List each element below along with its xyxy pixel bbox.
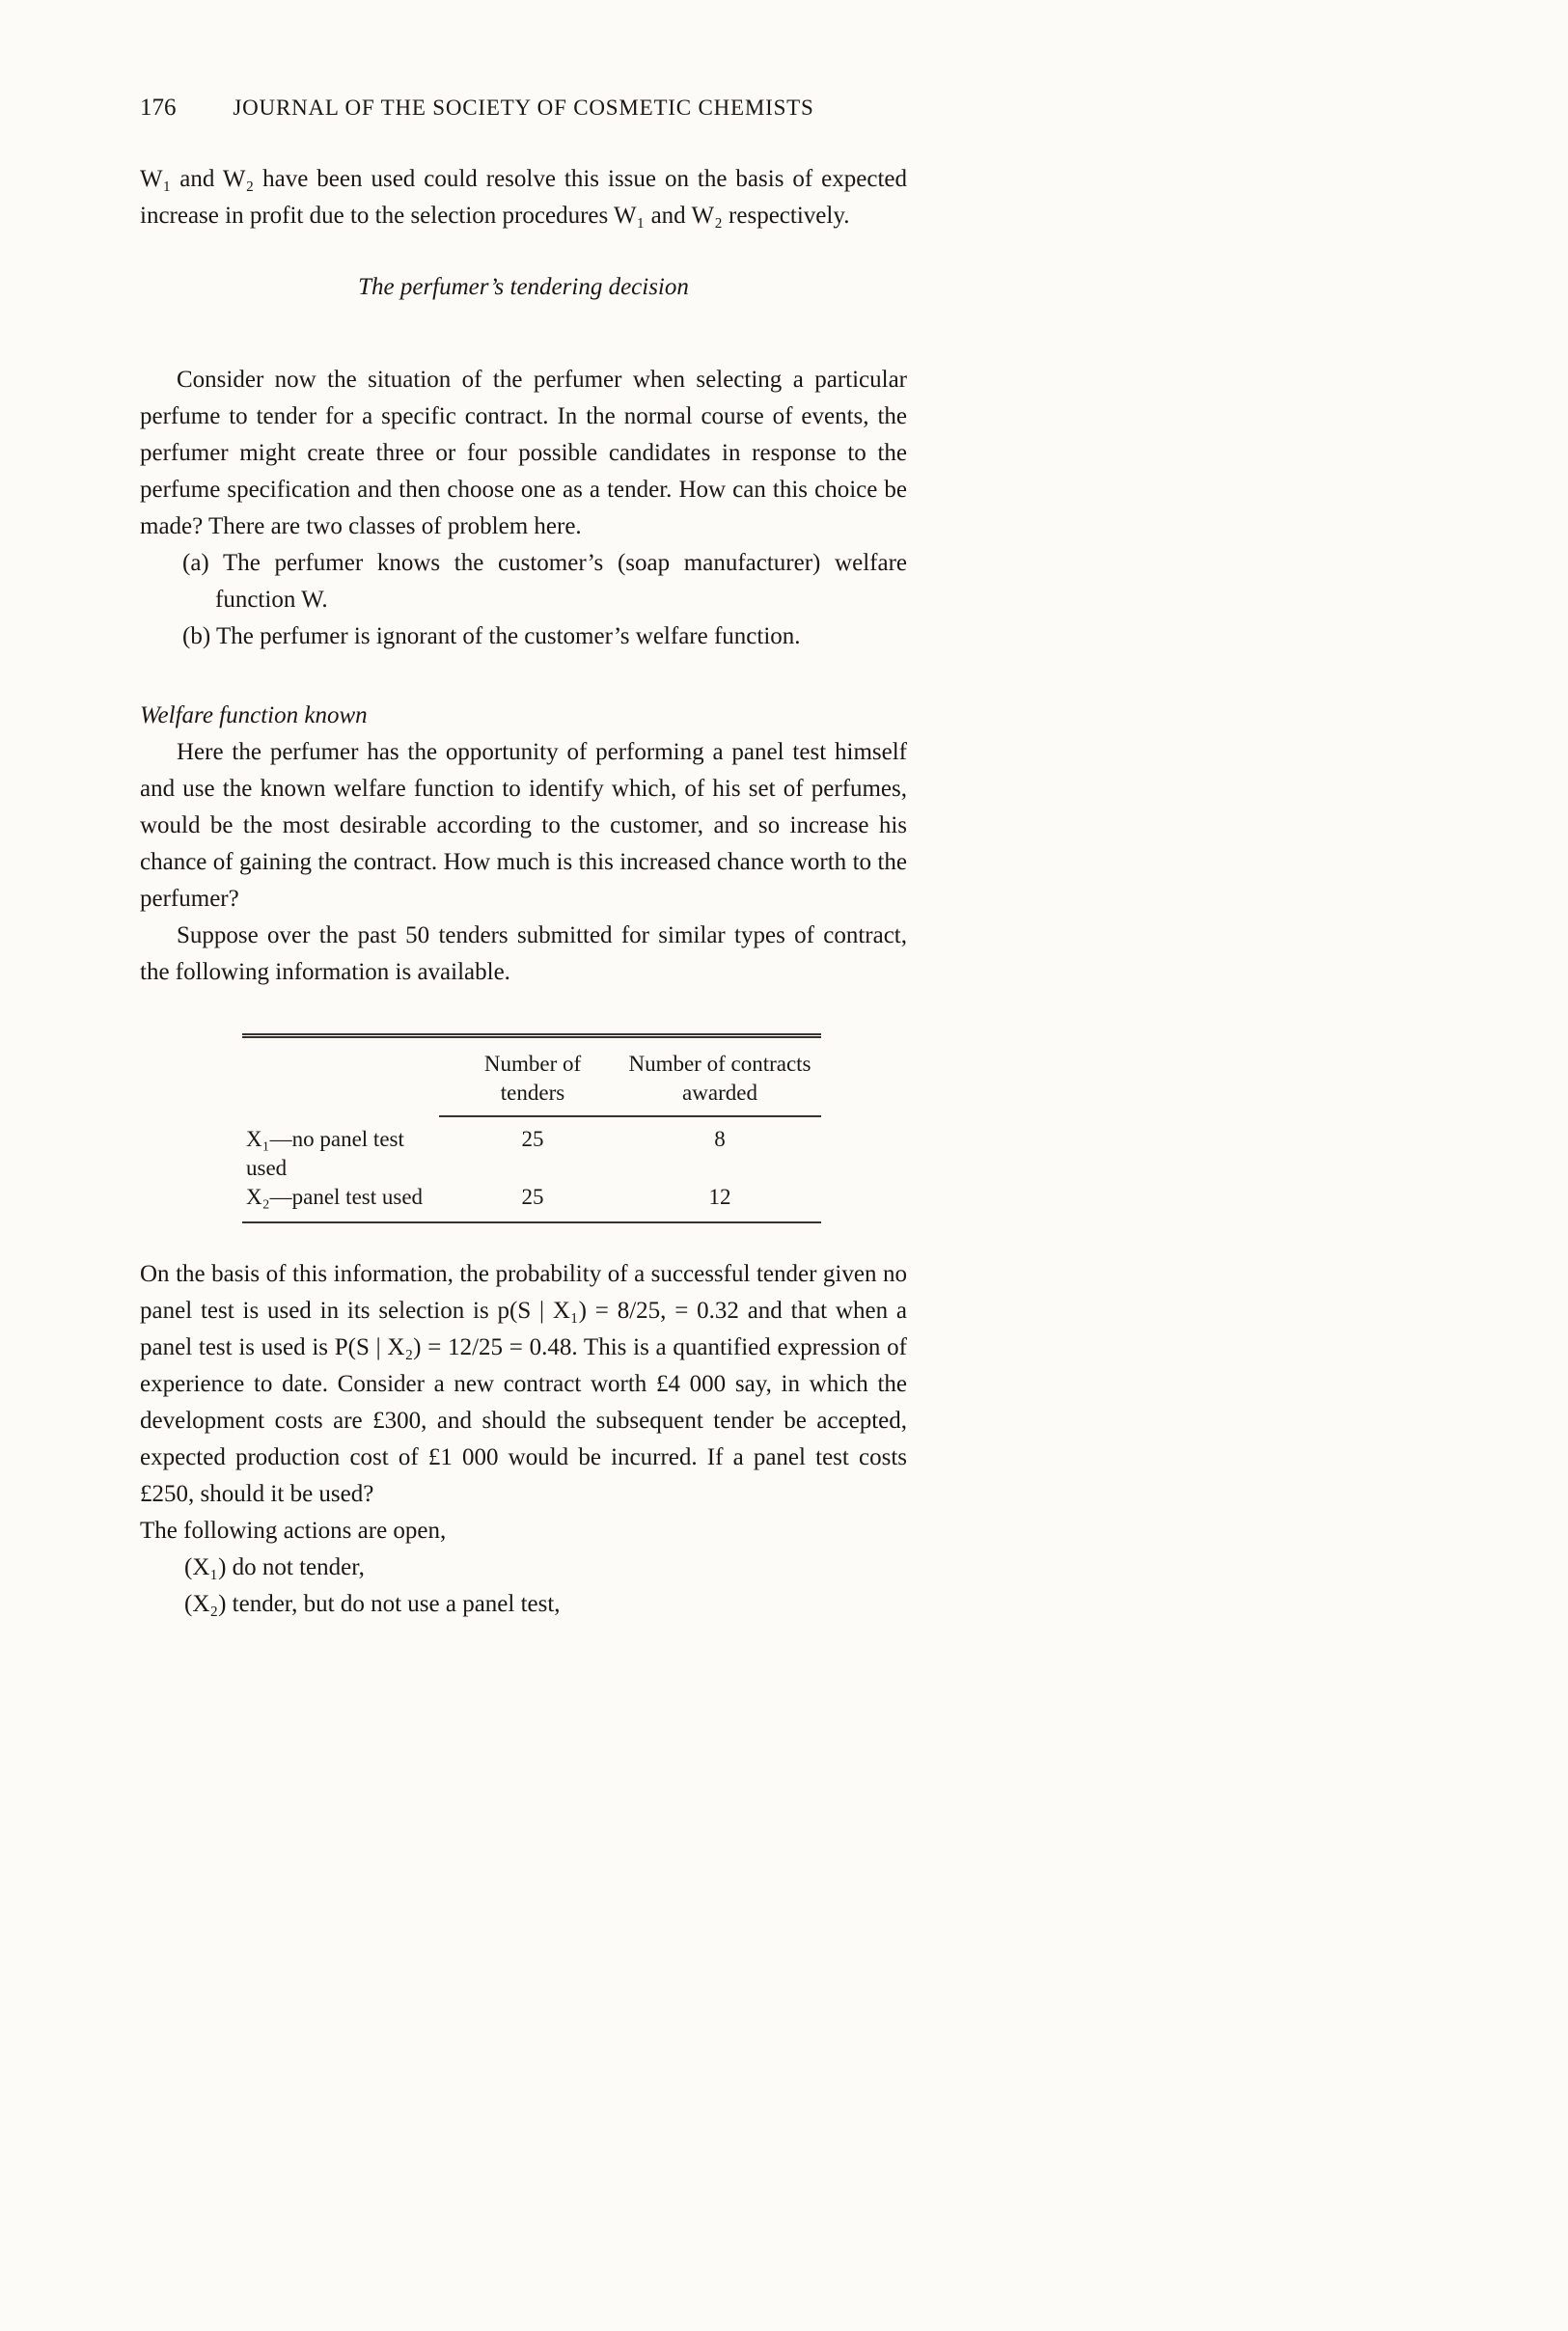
running-head — [140, 92, 907, 124]
list-item-b: (b) The perfumer is ignorant of the customer’s welfare function. — [182, 623, 801, 649]
paragraph-basis: On the basis of this information, the probability of a successful tender given no panel test is used in its selection is p(S | X₁) = 8/25, = 0.32 and that when a panel test is used is P(S | X₂) = 12/25 = 0.48. This is a quantified expression of experience to date. Consider a new contract worth £4 000 say, in which the development costs are £300, and should the subsequent tender be accepted, expected production cost of £1 000 would be incurred. If a panel test costs £250, should it be used? — [140, 1261, 907, 1507]
tender-results-table — [242, 1033, 821, 1223]
table-col-header-contracts: Number of contracts awarded — [628, 1052, 812, 1105]
action-item-x1: (X₁) do not tender, — [184, 1554, 365, 1580]
text-column — [140, 92, 907, 1623]
list-item-a: (a) The perfumer knows the customer’s (soap manufacturer) welfare function W. — [182, 550, 907, 613]
paragraph-here-perfumer: Here the perfumer has the opportunity of performing a panel test himself and use the known welfare function to identify which, of his set of perfumes, would be the most desirable according to the customer, and so increase his chance of gaining the contract. How much is this increased chance worth to the perfumer? — [140, 739, 907, 912]
row-label-x1: X₁—no panel test used — [246, 1127, 404, 1180]
row-x2-contracts: 12 — [708, 1185, 731, 1209]
row-x1-tenders: 25 — [521, 1127, 544, 1151]
subsection-heading-welfare-function-known: Welfare function known — [140, 702, 368, 728]
action-item-x2: (X₂) tender, but do not use a panel test, — [184, 1591, 561, 1617]
table-row — [242, 1125, 821, 1183]
table-header-row — [242, 1033, 821, 1115]
paragraph-following-actions: The following actions are open, — [140, 1518, 447, 1544]
table-col-header-tenders: Number of tenders — [483, 1052, 582, 1105]
table-body — [242, 1117, 821, 1223]
paragraph-consider: Consider now the situation of the perfumer when selecting a particular perfume to tender for a specific contract. In the normal course of events, the perfumer might create three or four possible candidates in response to the perfume specification and then choose one as a tender. How can this choice be made? There are two classes of problem here. — [140, 367, 907, 539]
paragraph-suppose: Suppose over the past 50 tenders submitted for similar types of contract, the following information is available. — [140, 922, 907, 985]
row-x2-tenders: 25 — [521, 1185, 544, 1209]
page-number: 176 — [140, 95, 177, 121]
table-row — [242, 1183, 821, 1212]
intro-paragraph: W₁ and W₂ have been used could resolve this issue on the basis of expected increase in profit due to the selection procedures W₁ and W₂ respectively. — [140, 166, 907, 229]
table-corner-cell — [242, 1050, 447, 1115]
journal-title: JOURNAL OF THE SOCIETY OF COSMETIC CHEMISTS — [233, 96, 814, 120]
row-label-x2: X₂—panel test used — [246, 1185, 424, 1209]
row-x1-contracts: 8 — [714, 1127, 726, 1151]
section-heading-tendering-decision: The perfumer’s tendering decision — [358, 274, 689, 300]
